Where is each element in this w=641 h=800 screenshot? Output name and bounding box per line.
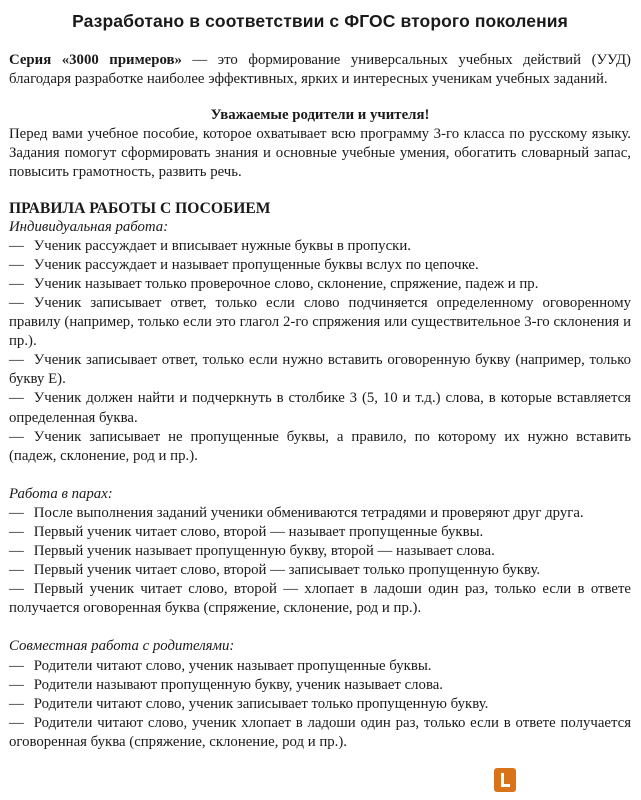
list-item xyxy=(9,428,631,466)
address-paragraph: Перед вами учебное пособие, которое охватывает всю программу 3-го класса по русскому языку. Задания помогут сформировать знания и основные учебные умения, обогатить словарный запас, повысить грамотность, развить речь. xyxy=(9,126,631,181)
list-dash: — xyxy=(9,428,24,445)
list-item-text: Первый ученик называет пропущенную букву, второй — называет слова. xyxy=(33,543,495,560)
list-item xyxy=(9,580,631,618)
list-dash: — xyxy=(9,294,24,311)
rules-heading: ПРАВИЛА РАБОТЫ С ПОСОБИЕМ xyxy=(9,199,271,217)
list-item-text: Ученик рассуждает и вписывает нужные буквы в пропуски. xyxy=(33,237,411,254)
list-dash: — xyxy=(9,676,24,693)
list-item-text: Ученик записывает ответ, только если нужно вставить оговоренную букву (например, только букву Е). xyxy=(9,352,631,388)
parent-work-list xyxy=(9,657,631,752)
pair-work-list xyxy=(9,504,631,619)
list-item xyxy=(9,294,631,351)
list-item xyxy=(9,714,631,752)
list-item xyxy=(9,542,631,561)
list-item xyxy=(9,695,631,714)
pair-work-title: Работа в парах: xyxy=(9,485,113,502)
list-item-text: Родители называют пропущенную букву, ученик называет слова. xyxy=(33,676,444,693)
list-dash: — xyxy=(9,657,24,674)
list-item-text: Ученик рассуждает и называет пропущенные буквы вслух по цепочке. xyxy=(33,256,479,273)
list-item xyxy=(9,504,631,523)
list-dash: — xyxy=(9,275,24,292)
document-page xyxy=(9,10,631,752)
list-dash: — xyxy=(9,714,24,731)
address-heading: Уважаемые родители и учителя! xyxy=(210,107,430,124)
list-item-text: Родители читают слово, ученик записывает только пропущенную букву. xyxy=(33,695,489,712)
list-item-text: Ученик записывает ответ, только если слово подчиняется определенному оговоренному правилу (например, только если это глагол 2-го спряжения или существительное 3-го склонения и пр.). xyxy=(9,294,631,350)
list-dash: — xyxy=(9,256,24,273)
list-dash: — xyxy=(9,581,24,598)
list-item-text: Ученик должен найти и подчеркнуть в столбике 3 (5, 10 и т.д.) слова, в которые вставляется определенная буква. xyxy=(9,390,631,426)
series-name: Серия «3000 примеров» xyxy=(9,52,182,68)
list-item xyxy=(9,561,631,580)
list-dash: — xyxy=(9,562,24,579)
pair-work-section xyxy=(9,485,631,619)
list-item xyxy=(9,351,631,389)
list-item-text: Первый ученик читает слово, второй — записывает только пропущенную букву. xyxy=(33,562,541,579)
intro-paragraph xyxy=(9,51,631,89)
list-dash: — xyxy=(9,543,24,560)
list-item xyxy=(9,676,631,695)
parent-work-title: Совместная работа с родителями: xyxy=(9,638,235,655)
intro-text: — это формирование универсальных учебных действий (УУД) благодаря разработке наиболее эффективных, ярких и интересных ученикам учебных заданий. xyxy=(9,52,631,88)
list-item xyxy=(9,275,631,294)
list-dash: — xyxy=(9,504,24,521)
parent-work-section xyxy=(9,637,631,752)
list-item-text: Ученик называет только проверочное слово, склонение, спряжение, падеж и пр. xyxy=(33,275,539,292)
list-item-text: После выполнения заданий ученики обмениваются тетрадями и проверяют друг друга. xyxy=(33,504,584,521)
list-dash: — xyxy=(9,352,24,369)
list-item-text: Ученик записывает не пропущенные буквы, а правило, по которому их нужно вставить (падеж, склонение, род и пр.). xyxy=(9,428,631,464)
list-item-text: Первый ученик читает слово, второй — называет пропущенные буквы. xyxy=(33,523,484,540)
list-item xyxy=(9,523,631,542)
list-dash: — xyxy=(9,523,24,540)
list-item xyxy=(9,256,631,275)
list-item xyxy=(9,237,631,256)
list-item xyxy=(9,657,631,676)
bookstore-logo-icon xyxy=(494,768,516,792)
individual-work-list xyxy=(9,237,631,466)
list-dash: — xyxy=(9,390,24,407)
list-item-text: Родители читают слово, ученик называет пропущенные буквы. xyxy=(33,657,432,674)
individual-work-section xyxy=(9,218,631,466)
page-title: Разработано в соответствии с ФГОС второго поколения xyxy=(72,11,568,31)
list-dash: — xyxy=(9,695,24,712)
list-item-text: Родители читают слово, ученик хлопает в ладоши один раз, только если в ответе получается оговоренная буква (спряжение, склонение, род и пр.). xyxy=(9,714,631,750)
list-item-text: Первый ученик читает слово, второй — хлопает в ладоши один раз, только если в ответе получается оговоренная буква (спряжение, склонение, род и пр.). xyxy=(9,581,631,617)
list-dash: — xyxy=(9,237,24,254)
list-item xyxy=(9,389,631,427)
individual-work-title: Индивидуальная работа: xyxy=(9,218,169,235)
